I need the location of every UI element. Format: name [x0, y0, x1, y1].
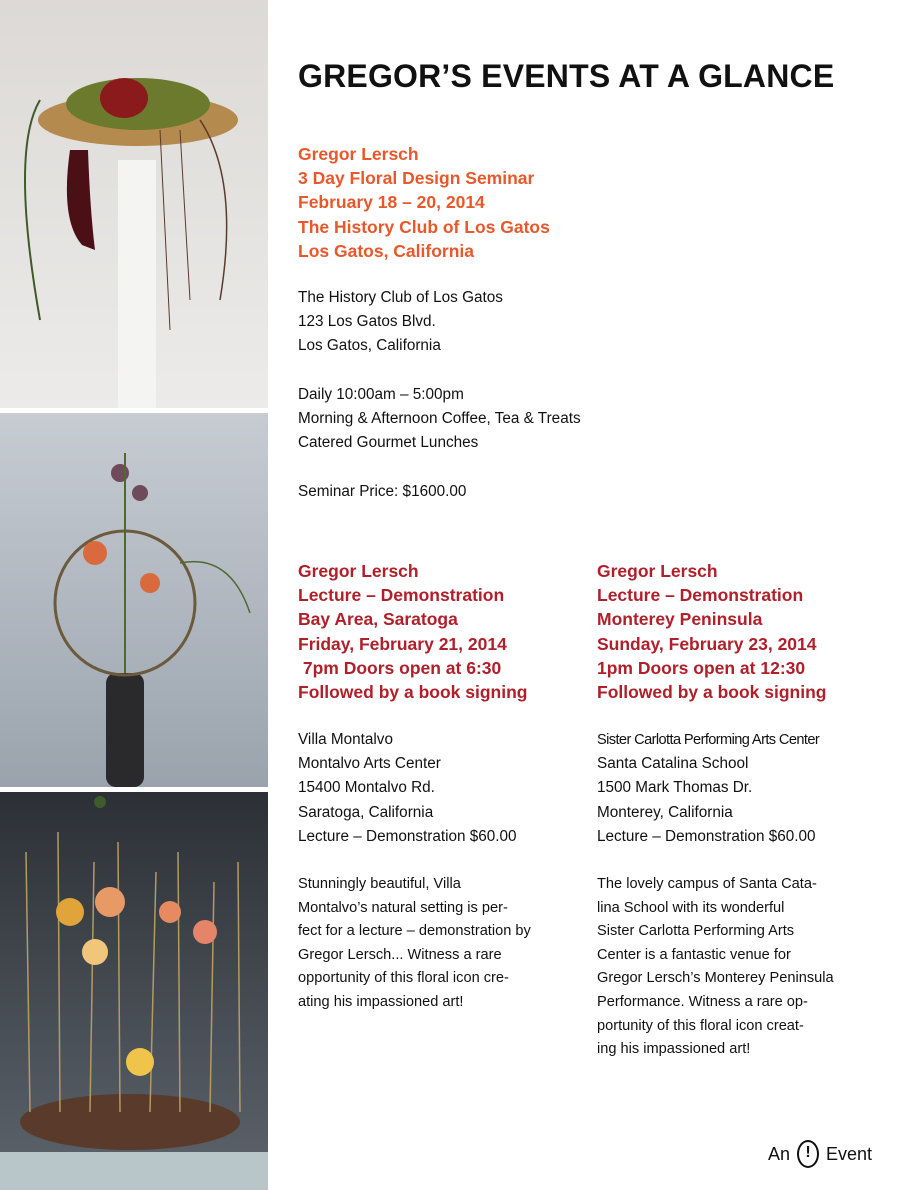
monterey-description-line: portunity of this floral icon creat- — [597, 1017, 804, 1034]
monterey-description-line: lina School with its wonderful — [597, 899, 785, 916]
saratoga-address-line: Saratoga, California — [298, 803, 434, 821]
saratoga-headline-line: Friday, February 21, 2014 — [298, 633, 507, 654]
seminar-address — [298, 286, 503, 359]
seminar-detail-line: Morning & Afternoon Coffee, Tea & Treats — [298, 410, 581, 428]
seminar-headline-line: Los Gatos, California — [298, 240, 474, 261]
monterey-headline-line: Sunday, February 23, 2014 — [597, 633, 817, 654]
seminar-headline-line: The History Club of Los Gatos — [298, 216, 550, 237]
saratoga-address-line: 15400 Montalvo Rd. — [298, 779, 435, 797]
seminar-price: Seminar Price: $1600.00 — [298, 483, 467, 500]
monterey-address-line: 1500 Mark Thomas Dr. — [597, 779, 753, 797]
saratoga-address-line: Villa Montalvo — [298, 731, 393, 748]
monterey-headline-line: Followed by a book signing — [597, 682, 827, 703]
saratoga-description-line: Gregor Lersch... Witness a rare — [298, 946, 502, 963]
monterey-headline-line: Monterey Peninsula — [597, 609, 763, 630]
seminar-headline-line: 3 Day Floral Design Seminar — [298, 168, 535, 189]
monterey-headline-line: Gregor Lersch — [597, 561, 718, 581]
saratoga-address-line: Lecture – Demonstration $60.00 — [298, 827, 517, 845]
monterey-headline-line: 1pm Doors open at 12:30 — [597, 657, 806, 678]
seminar-detail-line: Catered Gourmet Lunches — [298, 434, 479, 452]
saratoga-address-line: Montalvo Arts Center — [298, 755, 441, 773]
floral-photo-grasses — [0, 792, 268, 1190]
footer-prefix: An — [768, 1143, 791, 1164]
seminar-headline-line: Gregor Lersch — [298, 144, 419, 164]
monterey-description-line: Gregor Lersch’s Monterey Peninsula — [597, 970, 834, 987]
footer-suffix: Event — [826, 1143, 873, 1164]
saratoga-description-line: Montalvo’s natural setting is per- — [298, 899, 508, 916]
saratoga-headline-line: 7pm Doors open at 6:30 — [298, 657, 502, 678]
monterey-description-line: Sister Carlotta Performing Arts — [597, 923, 795, 940]
exclamation-o-logo-icon — [797, 1140, 819, 1168]
monterey-address-line: Monterey, California — [597, 803, 733, 821]
saratoga-headline-line: Bay Area, Saratoga — [298, 609, 458, 630]
seminar-address-line: Los Gatos, California — [298, 337, 441, 355]
seminar-address-line: 123 Los Gatos Blvd. — [298, 313, 436, 331]
monterey-description-line: ing his impassioned art! — [597, 1041, 751, 1058]
floral-photo-sphere — [0, 413, 268, 787]
monterey-description-line: The lovely campus of Santa Cata- — [597, 876, 817, 892]
saratoga-description-line: opportunity of this floral icon cre- — [298, 970, 509, 987]
seminar-detail-line: Daily 10:00am – 5:00pm — [298, 386, 464, 403]
saratoga-headline-line: Lecture – Demonstration — [298, 585, 505, 606]
monterey-description-line: Center is a fantastic venue for — [597, 946, 791, 963]
footer-brand — [768, 1140, 872, 1168]
seminar-details — [298, 383, 581, 456]
seminar-headline-line: February 18 – 20, 2014 — [298, 192, 485, 213]
monterey-address-line: Sister Carlotta Performing Arts Center — [597, 732, 820, 748]
monterey-address-line: Lecture – Demonstration $60.00 — [597, 827, 816, 845]
monterey-headline — [597, 559, 826, 704]
saratoga-headline-line: Followed by a book signing — [298, 682, 528, 703]
saratoga-address — [298, 728, 517, 849]
floral-photo-nest — [0, 0, 268, 408]
monterey-address-line: Santa Catalina School — [597, 755, 749, 773]
monterey-description — [597, 873, 834, 1062]
page-title: GREGOR’S EVENTS AT A GLANCE — [298, 58, 835, 94]
seminar-headline — [298, 142, 550, 263]
saratoga-headline-line: Gregor Lersch — [298, 561, 419, 581]
seminar-address-line: The History Club of Los Gatos — [298, 289, 503, 306]
monterey-headline-line: Lecture – Demonstration — [597, 585, 804, 606]
saratoga-description — [298, 873, 531, 1015]
saratoga-headline — [298, 559, 527, 704]
saratoga-description-line: ating his impassioned art! — [298, 993, 464, 1010]
saratoga-description-line: Stunningly beautiful, Villa — [298, 876, 461, 892]
saratoga-description-line: fect for a lecture – demonstration by — [298, 923, 531, 940]
monterey-description-line: Performance. Witness a rare op- — [597, 993, 808, 1010]
monterey-address — [597, 728, 819, 849]
